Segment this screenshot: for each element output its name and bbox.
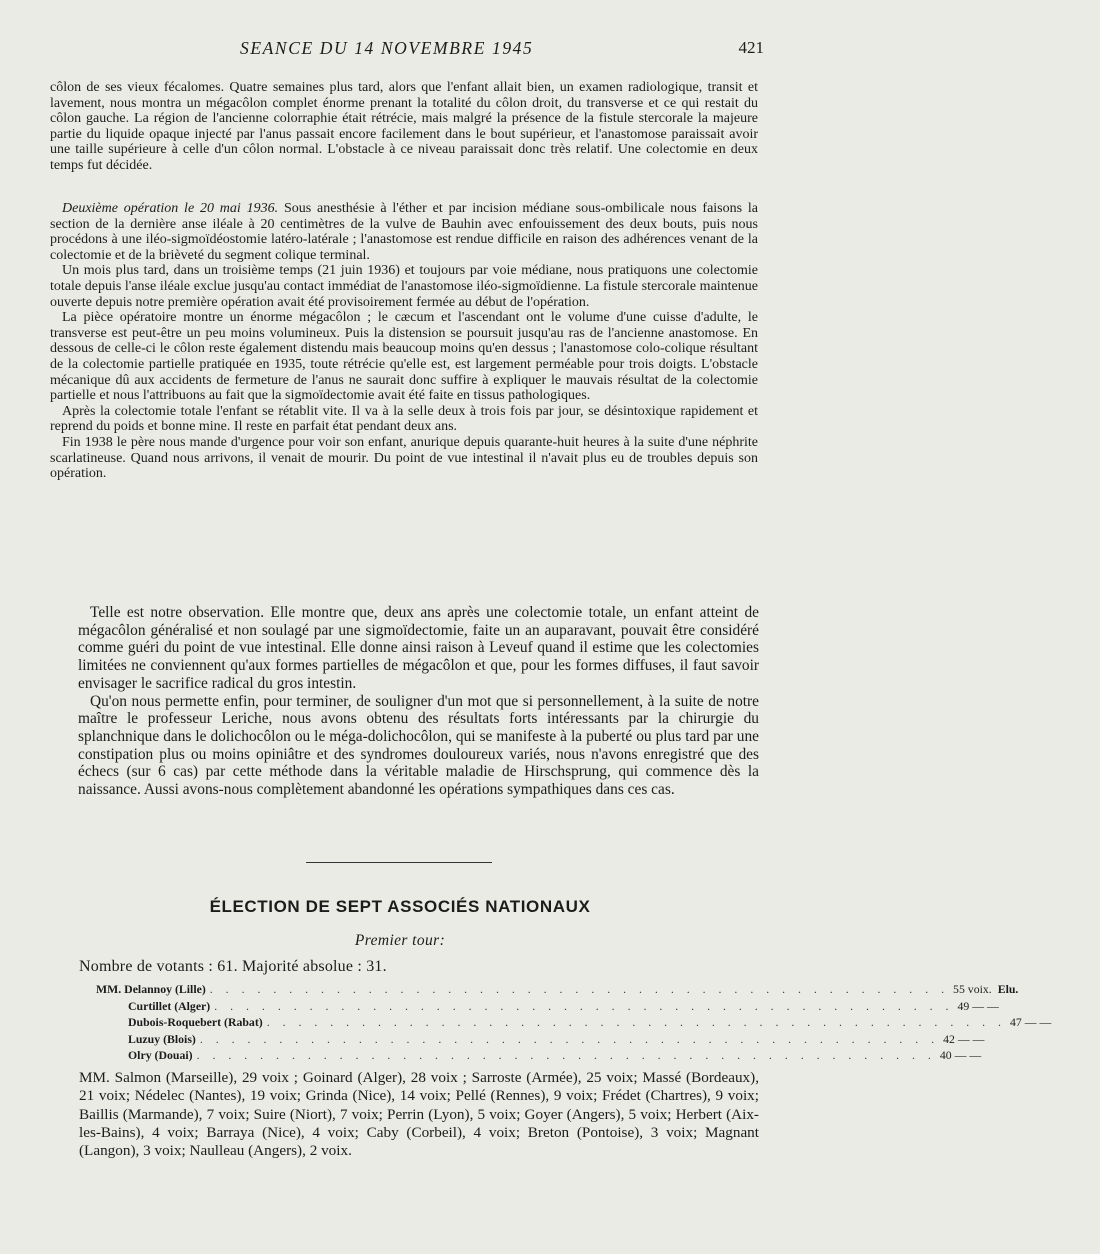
candidate-status: Elu. xyxy=(997,982,1019,996)
other-candidates xyxy=(79,1069,759,1160)
candidate-votes: 49 — — xyxy=(957,998,999,1013)
candidate-votes: 47 — — xyxy=(1009,1015,1052,1030)
result-row xyxy=(96,998,999,1015)
result-row xyxy=(96,1047,982,1064)
leader-dots: . . . . . . . . . . . . . . . . . . . . . . . . . . . . . . . . . . . . . . . . . . . . . . . xyxy=(266,1015,1006,1030)
election-results xyxy=(96,981,1052,1064)
section-divider xyxy=(306,862,492,863)
leader-dots: . . . . . . . . . . . . . . . . . . . . . . . . . . . . . . . . . . . . . . . . . . . . . . . xyxy=(199,1031,940,1046)
paragraph: côlon de ses vieux fécalomes. Quatre semaines plus tard, alors que l'enfant allait bien, un examen radiologique, transit et lavement, nous montra un mégacôlon complet énorme prenant la totalité du côlon droit, du transverse et ce qui restait du côlon gauche. La région de l'ancienne colorraphie était rétrécie, mais malgré la présence de la fistule stercorale la majeure partie du liquide opaque injecté par l'anus passait encore facilement dans le bout supérieur, et l'anastomose paraissait avoir une taille supérieure à celle d'un côlon normal. L'obstacle à ce niveau paraissait donc très relatif. Une colectomie en deux temps fut décidée. xyxy=(50,80,758,173)
result-row xyxy=(96,1014,1052,1031)
paragraph: La pièce opératoire montre un énorme mégacôlon ; le cæcum et l'ascendant ont le volume d'une cuisse d'adulte, le transverse est peut-être un peu moins volumineux. Puis la distension se poursuit jusqu'au ras de l'ancienne anastomose. En dessous de celle-ci le côlon reste également distendu mais beaucoup moins qu'en dessus ; l'anastomose colo-colique résultant de la colectomie partielle pratiquée en 1935, toute rétrécie qu'elle est, est largement perméable pour trois doigts. L'obstacle mécanique dû aux accidents de fermeture de l'anus ne saurait donc suffire à expliquer le mauvais résultat de la colectomie partielle et nous l'attribuons au fait que la sigmoïdectomie avait été faite en tissus pathologiques. xyxy=(50,310,758,404)
candidate-name: Delannoy (Lille) xyxy=(124,982,206,996)
candidate-name: Luzuy (Blois) xyxy=(128,1031,196,1046)
case-report-block-1 xyxy=(50,80,758,174)
paragraph: Fin 1938 le père nous mande d'urgence pour voir son enfant, anurique depuis quarante-huit heures à la suite d'une néphrite scarlatineuse. Quand nous arrivons, il venait de mourir. Du point de vue intestinal il n'avait plus eu de troubles depuis son opération. xyxy=(50,434,758,482)
running-head xyxy=(60,38,768,62)
paragraph: Telle est notre observation. Elle montre que, deux ans après une colectomie totale, un enfant atteint de mégacôlon généralisé et non soulagé par une sigmoïdectomie, faite un an auparavant, pouvait être considéré comme guéri du point de vue intestinal. Elle donne ainsi raison à Leveuf quand il estime que les colectomies limitées ne conviennent qu'aux formes partielles de mégacôlon et que, pour les formes diffuses, il faut savoir envisager le sacrifice radical du gros intestin. xyxy=(78,604,759,692)
paragraph: Un mois plus tard, dans un troisième temps (21 juin 1936) et toujours par voie médiane, nous pratiquons une colectomie totale depuis l'anse iléale exclue jusqu'au contact immédiat de l'anastomose iléo-sigmoïdienne. La fistule stercorale maintenue ouverte depuis notre première opération avait été provisoirement fermée au début de l'opération. xyxy=(50,263,758,310)
mm-prefix: MM. xyxy=(96,982,122,996)
page-number: 421 xyxy=(738,38,764,57)
votants-line: Nombre de votants : 61. Majorité absolue : 31. xyxy=(79,958,387,975)
candidate-votes: 40 — — xyxy=(939,1048,982,1063)
paragraph-text: Sous anesthésie à l'éther et par incision médiane sous-ombilicale nous faisons la section de la dernière anse iléale à 20 centimètres de la vulve de Bauhin avec enfouissement des deux bouts, puis nous procédons à une iléo-sigmoïdéostomie latéro-latérale ; l'anastomose est rendue difficile en raison des adhérences venant de la colectomie et de la brièveté du segment colique terminal. xyxy=(50,201,759,263)
leader-dots: . . . . . . . . . . . . . . . . . . . . . . . . . . . . . . . . . . . . . . . . . . . . . . . xyxy=(196,1048,936,1063)
result-row xyxy=(96,1031,985,1048)
paragraph xyxy=(50,201,758,263)
leader-dots: . . . . . . . . . . . . . . . . . . . . . . . . . . . . . . . . . . . . . . . . . . . . . . . xyxy=(214,998,954,1013)
election-title: ÉLECTION DE SEPT ASSOCIÉS NATIONAUX xyxy=(209,897,591,916)
election-round: Premier tour: xyxy=(354,932,446,949)
candidate-votes: 55 voix. xyxy=(953,982,992,996)
discussion-block xyxy=(78,604,759,799)
candidate-name: Dubois-Roquebert (Rabat) xyxy=(128,1015,263,1030)
case-report-block-2 xyxy=(50,201,758,482)
paragraph: Après la colectomie totale l'enfant se rétablit vite. Il va à la selle deux à trois fois par jour, se désintoxique rapidement et reprend du poids et bonne mine. Il reste en parfait état pendant deux ans. xyxy=(50,403,758,435)
candidate-name: Curtillet (Alger) xyxy=(128,998,211,1013)
running-head-title: SEANCE DU 14 NOVEMBRE 1945 xyxy=(240,38,534,58)
paragraph: Qu'on nous permette enfin, pour terminer, de souligner d'un mot que si personnellement, à la suite de notre maître le professeur Leriche, nous avons obtenu des résultats forts intéressants par la chirurgie du splanchnique dans le dolichocôlon ou le méga-dolichocôlon, qui se manifeste à la puberté ou plus tard par une constipation plus ou moins opiniâtre et des syndromes douloureux variés, nous n'avons enregistré que des échecs (sur 6 cas) par cette méthode dans la véritable maladie de Hirschsprung, qui commence dès la naissance. Aussi avons-nous complètement abandonné les opérations sympathiques dans ces cas. xyxy=(78,692,759,799)
candidate-name: Olry (Douai) xyxy=(128,1048,193,1063)
paragraph: MM. Salmon (Marseille), 29 voix ; Goinard (Alger), 28 voix ; Sarroste (Armée), 25 voix; Massé (Bordeaux), 21 voix; Nédelec (Nantes), 19 voix; Grinda (Nice), 14 voix; Pellé (Rennes), 9 voix; Frédet (Chartres), 9 voix; Baillis (Marmande), 7 voix; Suire (Niort), 7 voix; Perrin (Lyon), 5 voix; Goyer (Angers), 5 voix; Herbert (Aix-les-Bains), 4 voix; Barraya (Nice), 4 voix; Caby (Corbeil), 4 voix; Breton (Pontoise), 3 voix; Magnant (Langon), 3 voix; Naulleau (Angers), 2 voix. xyxy=(79,1069,759,1160)
leader-dots: . . . . . . . . . . . . . . . . . . . . . . . . . . . . . . . . . . . . . . . . . . . . . . . xyxy=(209,982,950,996)
candidate-votes: 42 — — xyxy=(943,1031,985,1046)
second-operation-heading: Deuxième opération le 20 mai 1936. xyxy=(62,201,279,216)
result-row xyxy=(96,981,1019,998)
